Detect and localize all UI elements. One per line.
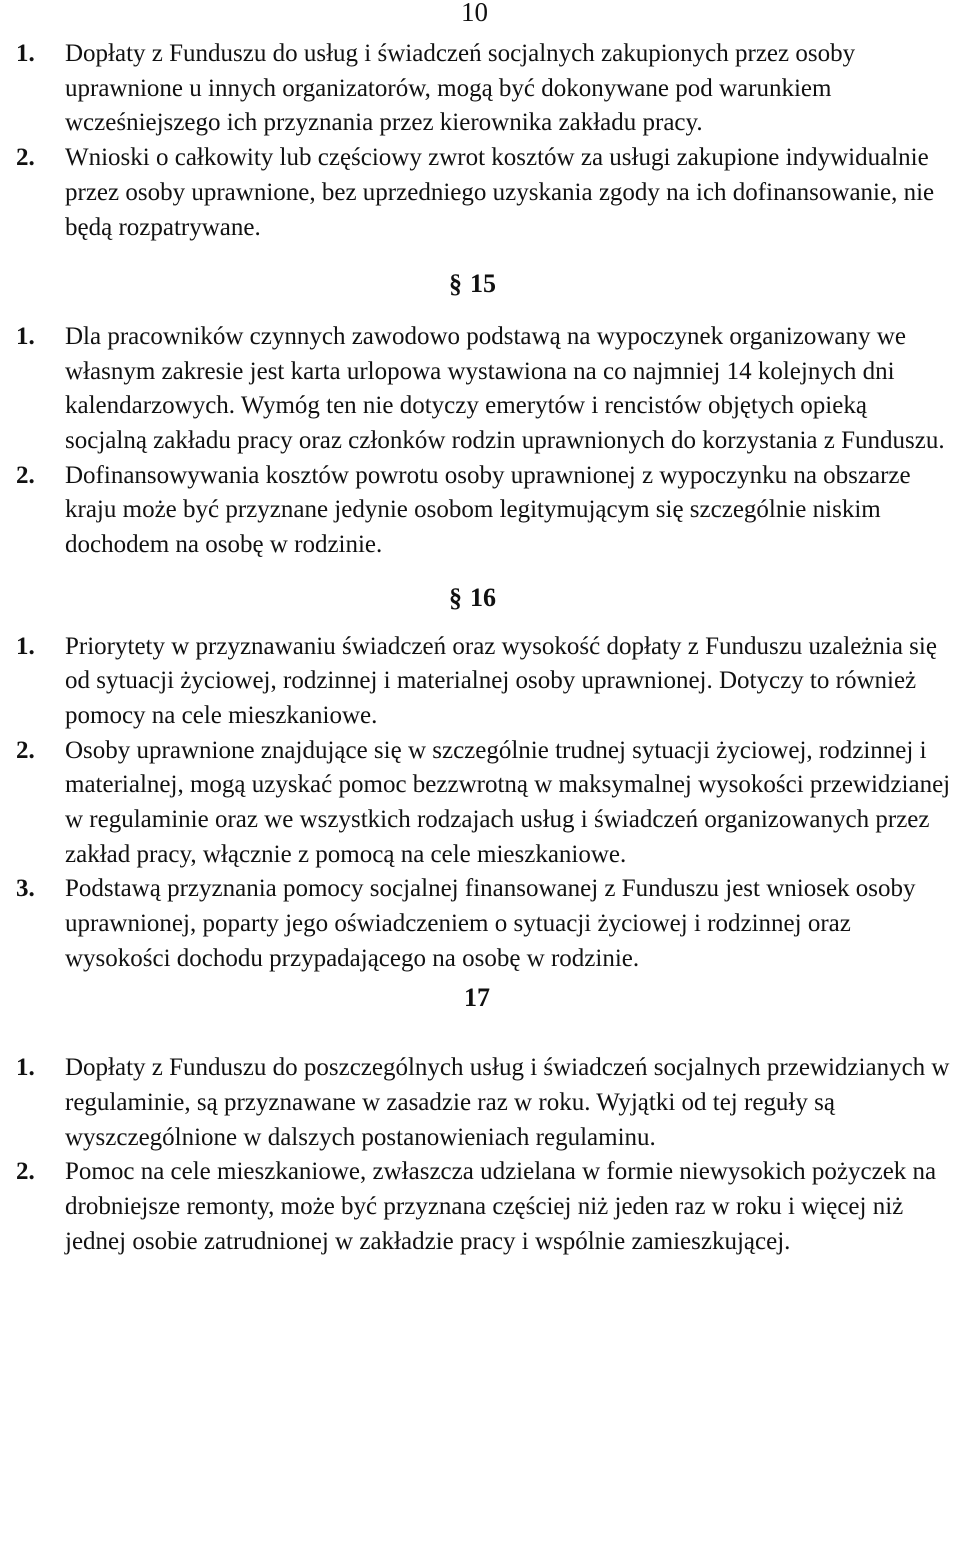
item-text: Pomoc na cele mieszkaniowe, zwłaszcza udzielana w formie niewysokich pożyczek na drobniejsze remonty, może być przyznana częściej niż jeden raz w roku i więcej niż jednej osobie zatrudnionej w zakładzie pracy i wspólnie zamieszkującej. [65, 1158, 937, 1255]
section-symbol: § [449, 269, 462, 299]
list-item [16, 320, 956, 459]
page-number: 10 [461, 0, 488, 27]
item-number: 1. [16, 322, 35, 350]
section-heading-17 [16, 981, 956, 1016]
item-number: 1. [16, 1054, 35, 1082]
item-text: Dopłaty z Funduszu do poszczególnych usług i świadczeń socjalnych przewidzianych w regulaminie, są przyznawane w zasadzie raz w roku. Wyjątki od tej reguły są wyszczególnione w dalszych postanowieniach regulaminu. [65, 1054, 950, 1151]
section-heading-15 [16, 267, 956, 302]
list-item [16, 459, 956, 563]
section-symbol: § [449, 582, 462, 612]
section-16 [16, 630, 956, 977]
section-intro [16, 37, 956, 245]
section-17 [16, 1051, 956, 1259]
item-number: 1. [16, 40, 35, 67]
list-item [16, 734, 956, 873]
item-text: Priorytety w przyznawaniu świadczeń oraz wysokość dopłaty z Funduszu uzależnia się od sytuacji życiowej, rodzinnej i materialnej osoby uprawnionej. Dotyczy to również pomocy na cele mieszkaniowe. [65, 632, 937, 729]
list-item [16, 630, 956, 734]
section-heading-number: 15 [470, 269, 496, 299]
item-number: 1. [16, 632, 35, 660]
section-15 [16, 320, 956, 563]
item-text: Podstawą przyznania pomocy socjalnej finansowanej z Funduszu jest wniosek osoby uprawnionej, poparty jego oświadczeniem o sytuacji życiowej i rodzinnej oraz wysokości dochodu przypadającego na osobę w rodzinie. [65, 875, 916, 972]
section-heading-16 [16, 581, 956, 616]
list-item [16, 872, 956, 976]
section-heading-number: 16 [470, 582, 496, 612]
item-number: 2. [16, 461, 35, 489]
item-text: Wnioski o całkowity lub częściowy zwrot kosztów za usługi zakupione indywidualnie przez osoby uprawnione, bez uprzedniego uzyskania zgody na ich dofinansowanie, nie będą rozpatrywane. [65, 144, 935, 241]
list-item [16, 141, 956, 245]
item-text: Dopłaty z Funduszu do usług i świadczeń socjalnych zakupionych przez osoby uprawnione u innych organizatorów, mogą być dokonywane pod warunkiem wcześniejszego ich przyznania przez kierownika zakładu pracy. [65, 40, 856, 137]
item-number: 3. [16, 875, 35, 903]
item-number: 2. [16, 736, 35, 764]
item-text: Dofinansowywania kosztów powrotu osoby uprawnionej z wypoczynku na obszarze kraju może być przyznane jedynie osobom legitymującym się szczególnie niskim dochodem na osobę w rodzinie. [65, 461, 911, 559]
list-item [16, 37, 956, 141]
document-body [16, 37, 956, 1260]
section-heading-number: 17 [464, 982, 490, 1012]
list-item [16, 1155, 956, 1259]
item-number: 2. [16, 1158, 35, 1186]
item-text: Dla pracowników czynnych zawodowo podstawą na wypoczynek organizowany we własnym zakresie jest karta urlopowa wystawiona na co najmniej 14 kolejnych dni kalendarzowych. Wymóg ten nie dotyczy emerytów i rencistów objętych opieką socjalną zakładu pracy oraz członków rodzin uprawnionych do korzystania z Funduszu. [65, 322, 945, 455]
item-text: Osoby uprawnione znajdujące się w szczególnie trudnej sytuacji życiowej, rodzinnej i materialnej, mogą uzyskać pomoc bezzwrotną w maksymalnej wysokości przewidzianej w regulaminie oraz we wszystkich rodzajach usług i świadczeń organizowanych przez zakład pracy, włącznie z pomocą na cele mieszkaniowe. [65, 736, 951, 868]
item-number: 2. [16, 144, 35, 172]
list-item [16, 1051, 956, 1155]
